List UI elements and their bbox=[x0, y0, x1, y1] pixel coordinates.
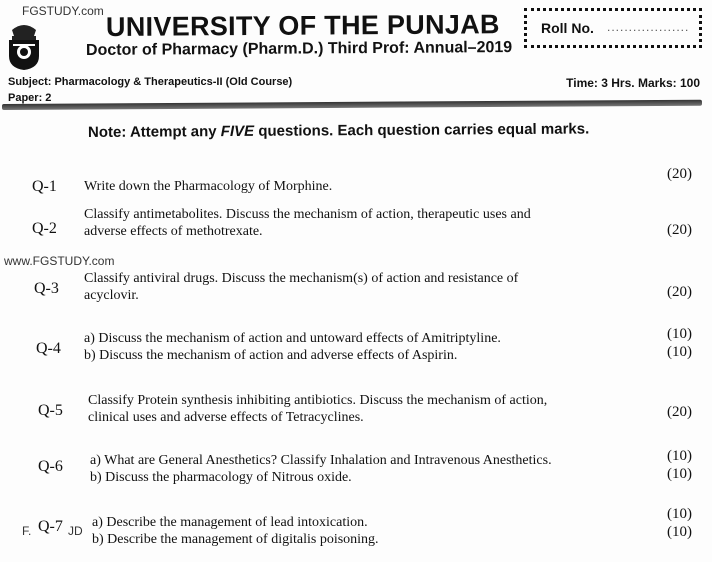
watermark-bottom-suffix: JD bbox=[68, 524, 83, 538]
paper-line: Paper: 2 bbox=[8, 92, 52, 104]
program-title: Doctor of Pharmacy (Pharm.D.) Third Prof: Annual–2019 bbox=[85, 39, 513, 59]
subject-line: Subject: Pharmacology & Therapeutics-II (Old Course) bbox=[8, 76, 293, 88]
watermark-mid: www.FGSTUDY.com bbox=[4, 254, 115, 268]
roll-number-blank: ................... bbox=[607, 20, 690, 34]
roll-number-box bbox=[524, 8, 702, 48]
time-marks: Time: 3 Hrs. Marks: 100 bbox=[566, 76, 700, 90]
university-title: UNIVERSITY OF THE PUNJAB bbox=[105, 9, 500, 42]
roll-number-label: Roll No. bbox=[541, 20, 594, 36]
header-divider bbox=[2, 100, 702, 110]
instructions-note: Note: Attempt any FIVE questions. Each question carries equal marks. bbox=[87, 120, 590, 141]
university-crest-icon bbox=[4, 20, 44, 72]
watermark-bottom-prefix: F. bbox=[22, 524, 32, 538]
watermark-top: FGSTUDY.com bbox=[22, 4, 104, 18]
